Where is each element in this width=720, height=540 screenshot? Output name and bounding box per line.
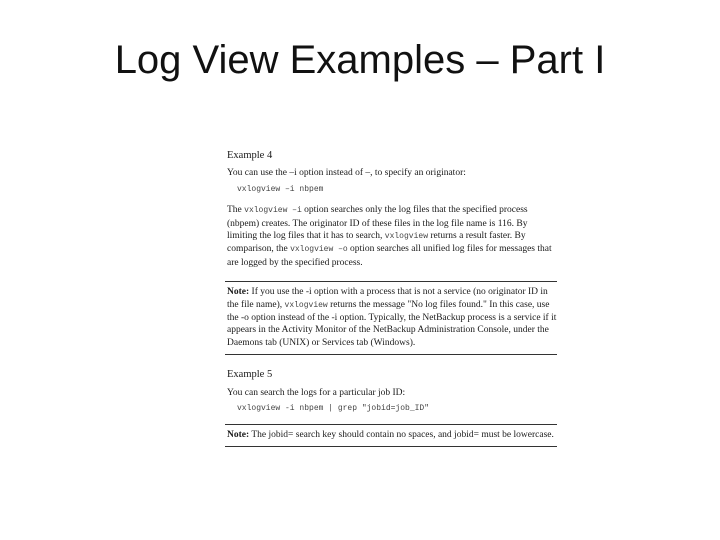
note-code: vxlogview	[284, 300, 328, 310]
example-5-command: vxlogview -i nbpem | grep "jobid=job_ID"	[237, 404, 430, 414]
body-code-3: vxlogview –o	[290, 245, 348, 255]
note-text: The jobid= search key should contain no spaces, and jobid= must be lowercase.	[249, 429, 554, 440]
example-4-intro	[227, 167, 557, 179]
document-excerpt	[225, 150, 557, 461]
example-5-heading: Example 5	[227, 369, 273, 381]
note-label: Note:	[227, 429, 250, 440]
example-4-heading: Example 4	[227, 150, 273, 161]
example-4-body	[227, 204, 557, 269]
body-code-1: vxlogview –i	[244, 206, 302, 216]
example-4-command: vxlogview –i nbpem	[237, 184, 324, 194]
example-5-note	[225, 424, 557, 447]
slide-title: Log View Examples – Part I	[114, 38, 606, 82]
body-text-d: option searches all unified log files for messages that are logged by the specified process.	[227, 244, 552, 268]
note-text-a: If you use the -i option with a process that is not a service (no originator ID in the file name),	[227, 287, 548, 310]
body-text-c: returns a result faster. By comparison, the	[227, 231, 526, 255]
intro-text-a: You can use the –i option instead of –	[227, 168, 371, 179]
intro-text-b: , to specify an originator:	[370, 168, 466, 179]
body-text-b: option searches only the log files that the specified process (nbpem) creates. The originator ID of these files in the log file name is 116. By limiting the log files that it has to search,	[227, 205, 528, 242]
note-label: Note:	[227, 287, 250, 298]
body-code-2: vxlogview	[384, 232, 428, 242]
body-text-a: The	[227, 205, 245, 216]
example-5-intro: You can search the logs for a particular job ID:	[227, 387, 406, 398]
example-4-note	[225, 281, 557, 355]
note-text-b: returns the message "No log files found." In this case, use the -o option instead of the -i option. Typically, the NetBackup process is a service if it appears in the Activity Monitor of the NetBackup Administration Console, under the Daemons tab (UNIX) or Services tab (Windows).	[227, 299, 557, 348]
